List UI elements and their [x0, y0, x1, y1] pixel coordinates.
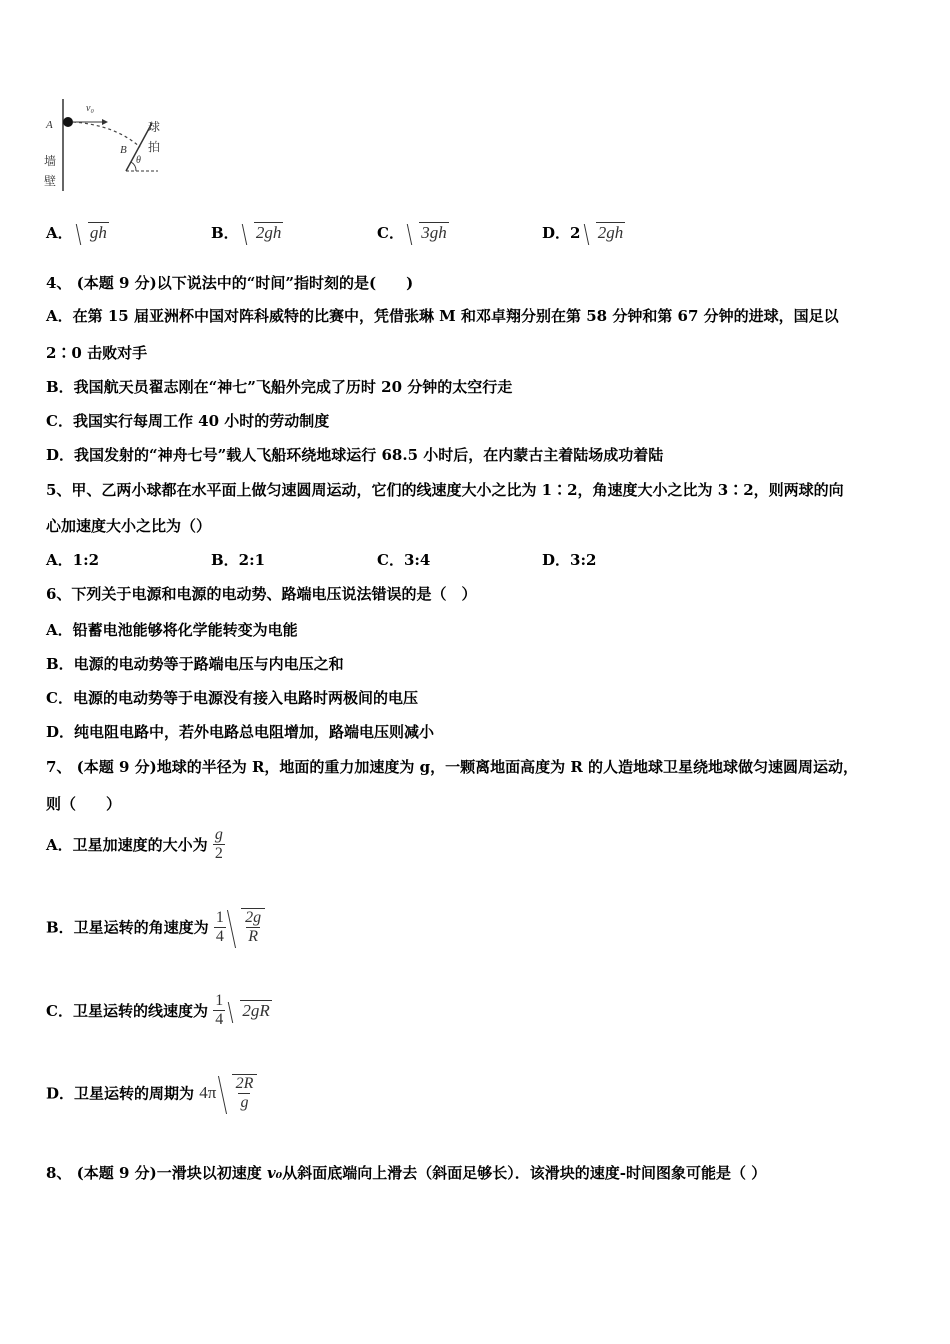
- sqrt-expr: gh: [78, 222, 109, 243]
- q7-option-d: [46, 1074, 257, 1112]
- label-B: B: [120, 144, 127, 156]
- q8-stem-pre: 8、 (本题 9 分)一滑块以初速度: [46, 1164, 267, 1182]
- q7-stem-line1: 7、 (本题 9 分)地球的半径为 R，地面的重力加速度为 g，一颗离地面高度为 R 的人造地球卫星绕地球做匀速圆周运动，: [46, 758, 859, 776]
- q8-stem-post: 从斜面底端向上滑去（斜面足够长）．该滑块的速度-时间图象可能是（ ）: [282, 1164, 767, 1182]
- q7-option-a: [46, 826, 225, 863]
- option-text: A．卫星加速度的大小为: [46, 836, 208, 854]
- label-theta: θ: [136, 155, 141, 166]
- option-label: A．: [46, 224, 73, 242]
- q4-option-a-line1: A．在第 15 届亚洲杯中国对阵科威特的比赛中，凭借张琳 M 和邓卓翔分别在第 58 分钟和第 67 分钟的进球，国足以: [46, 307, 839, 325]
- q4-option-c: C．我国实行每周工作 40 小时的劳动制度: [46, 412, 330, 430]
- q6-option-a: A．铅蓄电池能够将化学能转变为电能: [46, 621, 298, 639]
- label-wall-2: 壁: [44, 174, 57, 188]
- q4-stem: 4、 (本题 9 分)以下说法中的“时间”指时刻的是( ): [46, 274, 414, 292]
- q3-option-a: [46, 222, 109, 243]
- option-label: C．: [377, 224, 404, 242]
- fraction-coef: $\frac{1}{4}$: [215, 908, 224, 945]
- projectile-figure: [40, 95, 180, 195]
- q4-option-b: B．我国航天员翟志刚在“神七”飞船外完成了历时 20 分钟的太空行走: [46, 378, 513, 396]
- label-v0: v₀: [86, 103, 94, 114]
- q5-option-b: B．2:1: [211, 551, 266, 569]
- option-label: B．: [211, 224, 239, 242]
- trajectory: [73, 122, 140, 147]
- sqrt-fraction: $\frac{2R}{g}$: [222, 1074, 258, 1112]
- q5-stem-line2: 心加速度大小之比为（）: [46, 517, 212, 535]
- label-A: A: [46, 119, 53, 131]
- q5-stem-line1: 5、甲、乙两小球都在水平面上做匀速圆周运动，它们的线速度大小之比为 1∶2，角速度大小之比为 3∶2，则两球的向: [46, 481, 844, 499]
- q8-stem: [46, 1162, 766, 1183]
- label-ball-1: 球: [148, 120, 161, 134]
- q8-v0: v₀: [266, 1164, 283, 1182]
- q4-option-a-line2: 2∶0 击败对手: [46, 344, 148, 362]
- q5-option-a: A．1:2: [46, 551, 100, 569]
- option-text: D．卫星运转的周期为: [46, 1084, 195, 1103]
- q7-option-b: [46, 908, 265, 946]
- sqrt-expr: 2gR: [230, 1000, 271, 1021]
- label-ball-2: 拍: [148, 140, 161, 154]
- fraction-coef: $\frac{1}{4}$: [215, 992, 224, 1028]
- option-text: C．卫星运转的线速度为: [46, 1002, 208, 1020]
- q3-option-d: [542, 222, 625, 243]
- q6-option-d: D．纯电阻电路中，若外电路总电阻增加，路端电压则减小: [46, 723, 435, 741]
- option-label: D．2: [542, 224, 581, 242]
- q3-option-b: [211, 222, 283, 243]
- sqrt-fraction: $\frac{2g}{R}$: [231, 908, 265, 946]
- q6-option-b: B．电源的电动势等于路端电压与内电压之和: [46, 655, 344, 673]
- option-text: B．卫星运转的角速度为: [46, 918, 209, 937]
- sqrt-expr: 2gh: [244, 222, 284, 243]
- sqrt-expr: 3gh: [409, 222, 449, 243]
- q6-option-c: C．电源的电动势等于电源没有接入电路时两极间的电压: [46, 689, 418, 707]
- coefficient: 4π: [199, 1083, 217, 1102]
- q6-stem: 6、下列关于电源和电源的电动势、路端电压说法错误的是（ ）: [46, 585, 477, 603]
- q4-option-d: D．我国发射的“神舟七号”载人飞船环绕地球运行 68.5 小时后，在内蒙古主着陆场成功着陆: [46, 446, 664, 464]
- ball: [63, 117, 73, 127]
- fraction: $\frac{g}{2}$: [214, 826, 223, 862]
- q7-option-c: [46, 992, 272, 1029]
- label-wall-1: 墙: [44, 154, 57, 168]
- sqrt-expr: 2gh: [586, 222, 626, 243]
- v0-arrow-head: [102, 119, 108, 125]
- q7-stem-line2: 则（ ）: [46, 795, 122, 813]
- q3-option-c: [377, 222, 449, 243]
- q5-option-d: D．3:2: [542, 551, 597, 569]
- q5-option-c: C．3:4: [377, 551, 431, 569]
